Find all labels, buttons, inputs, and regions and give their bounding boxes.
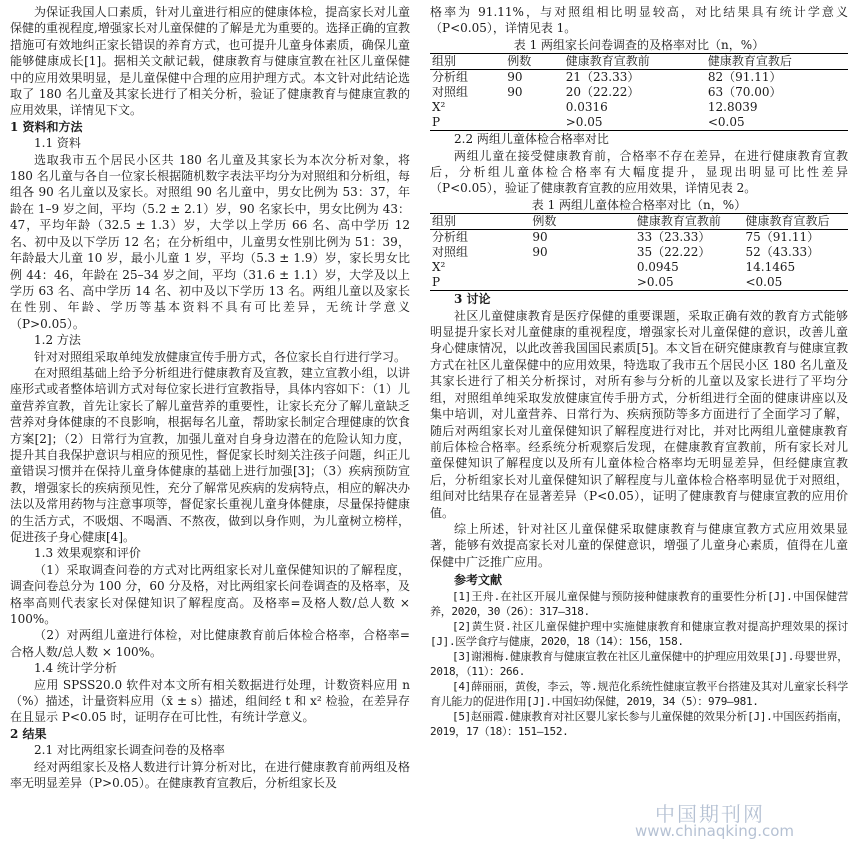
section-heading-results: 2 结果 <box>10 726 47 741</box>
results-paragraph-2-1-continued: 格率为 91.11%，与对照组相比明显较高，对比结果具有统计学意义（P<0.05），详情见表 1。 <box>430 5 848 36</box>
table1-header-cell: 健康教育宣教后 <box>706 54 848 70</box>
table2-header-cell: 例数 <box>530 214 635 230</box>
statistics-paragraph: 应用 SPSS20.0 软件对本文所有相关数据进行处理，计数资料应用 n（%）描述，计量资料应用（x̄ ± s）描述，组间经 t 和 x² 检验，在差异存在且显示 P<0.05 时，证明存在可比性，有统计学意义。 <box>10 677 410 725</box>
table1-cell <box>505 100 564 115</box>
table2-cell: 33（23.33） <box>636 230 711 245</box>
table2-cell: 52（43.33） <box>745 245 820 260</box>
table2-cell: 35（22.22） <box>636 245 711 260</box>
table1-cell: 20（22.22） <box>565 85 640 100</box>
methods-paragraph-control: 针对对照组采取单纯发放健康宣传手册方式，各位家长自行进行学习。 <box>34 349 407 364</box>
subheading-1-4: 1.4 统计学分析 <box>34 661 117 676</box>
subheading-1-3: 1.3 效果观察和评价 <box>34 546 141 561</box>
table1-cell: 82（91.11） <box>707 70 782 85</box>
table2-cell: X² <box>432 260 446 275</box>
reference-item: [2]黄生贤.社区儿童保健护理中实施健康教育和健康宣教对提高护理效果的探讨[J].医学食疗与健康，2020，18（14）：156，158. <box>430 619 848 648</box>
subheading-2-1: 2.1 对比两组家长调查问卷的及格率 <box>34 743 225 758</box>
table1-header-cell: 组别 <box>430 54 505 70</box>
results-paragraph-2-2: 两组儿童在接受健康教育前，合格率不存在差异，在进行健康教育宣教后，分析组儿童体检合格率有大幅度提升，显现出明显可比性差异（P<0.05），验证了健康教育宣教的应用效果，详情见表 2。 <box>430 148 848 196</box>
table1-row <box>430 85 848 100</box>
table2-cell: 75（91.11） <box>745 230 820 245</box>
table1-cell: 对照组 <box>432 85 469 100</box>
reference-item: [3]谢湘梅.健康教育与健康宣教在社区儿童保健中的护理应用效果[J].母婴世界，2018，（11）：266. <box>430 649 848 678</box>
left-column <box>10 4 410 792</box>
materials-paragraph: 选取我市五个居民小区共 180 名儿童及其家长为本次分析对象，将 180 名儿童与各自一位家长根据随机数字表法平均分为对照组和分析组，每组各 90 名儿童以及家长。对照组 90 名儿童中，男女比例为 53：37，年龄在 1–9 岁之间，平均（5.2 ± 2.1）岁，90 名家长中，男女比例为 43：47，平均年龄（32.5 ± 1.3）岁，大学以上学历 66 名、高中学历 12 名、初中及以下学历 12 名；在分析组中，儿童男女性别比例为 51：39，年龄最大儿童 10 岁，最小儿童 1 岁，平均（5.3 ± 1.9）岁，家长男女比例 44：46，年龄在 25–34 岁之间，平均（31.6 ± 1.1）岁，大学及以上学历 63 名、高中学历 14 名、初中及以下学历 13 名。两组儿童以及家长在性别、年龄、学历等基本资料不具有可比差异，无统计学意义（P>0.05）。 <box>10 152 410 331</box>
table1-cell: X² <box>432 100 446 115</box>
table1-cell: 0.0316 <box>565 100 608 115</box>
evaluation-paragraph-1: （1）采取调查问卷的方式对比两组家长对儿童保健知识的了解程度，调查问卷总分为 100 分，60 分及格，对比两组家长问卷调查的及格率，及格率高则代表家长对保健知识了解程度高。及格率=及格人数/总人数 × 100%。 <box>10 562 410 627</box>
table2-cell: P <box>430 275 530 291</box>
subheading-1-2: 1.2 方法 <box>34 333 81 348</box>
table2-cell: 0.0945 <box>636 260 679 275</box>
table1-header-cell: 健康教育宣教前 <box>564 54 706 70</box>
table1-cell: 63（70.00） <box>707 85 782 100</box>
table1-cell: >0.05 <box>564 115 706 131</box>
table1-cell: 90 <box>507 70 523 85</box>
table1-cell: <0.05 <box>706 115 848 131</box>
right-column <box>430 4 848 739</box>
table2-header-cell: 组别 <box>430 214 530 230</box>
table1-cell: 21（23.33） <box>565 70 640 85</box>
table2-cell: 对照组 <box>432 245 469 260</box>
table2-row <box>430 230 848 246</box>
table2-cell: 90 <box>532 245 548 260</box>
results-paragraph-2-1: 经对两组家长及格人数进行计算分析对比，在进行健康教育前两组及格率无明显差异（P>0.05）。在健康教育宣教后，分析组家长及 <box>10 759 410 791</box>
table2-header-row <box>430 214 848 230</box>
table2-cell: 14.1465 <box>745 260 796 275</box>
table1-title: 表 1 两组家长问卷调查的及格率对比（n，%） <box>513 37 765 52</box>
reference-item: [5]赵丽霞.健康教育对社区婴儿家长参与儿童保健的效果分析[J].中国医药指南，2019，17（18）：151–152. <box>430 709 848 738</box>
table2-row <box>430 245 848 260</box>
watermark-site-url: www.chinaqking.com <box>635 822 795 840</box>
table2 <box>430 213 848 291</box>
table2-header-cell: 健康教育宣教前 <box>635 214 744 230</box>
section-heading-discussion: 3 讨论 <box>454 292 491 307</box>
table1-cell: P <box>430 115 505 131</box>
reference-item: [1]王舟.在社区开展儿童保健与预防接种健康教育的重要性分析[J].中国保健营养，2020，30（26）：317–318. <box>430 589 848 618</box>
table2-cell <box>530 260 635 275</box>
discussion-paragraph-1: 社区儿童健康教育是医疗保健的重要课题，采取正确有效的教育方式能够明显提升家长对儿童健康的重视程度，增强家长对儿童保健的意识，改善儿童身心健康情况，以此改善我国国民素质[5]。本文旨在研究健康教育与健康宣教方式在社区儿童保健中的应用效果，特选取了我市五个居民小区 180 名儿童及其家长进行了相关分析探讨，对所有参与分析的儿童以及家长进行了平均分组，对照组单纯采取发放健康宣传手册方式，分析组进行全面的健康讲座以及集中培训，对儿童营养、日常行为、疾病预防等多方面进行了全面学习了解，随后对两组家长对儿童保健知识了解程度进行对比，并对比两组儿童健康教育前后体检合格率。经系统分析观察后发现，在健康教育宣教前，所有家长对儿童保健知识了解程度以及所有儿童体检合格率均无明显差异，但经健康宣教后，分析组家长对儿童保健知识了解程度与儿童体检合格率明显优于对照组，组间对比结果存在显著差异（P<0.05），证明了健康教育与健康宣教的应用价值。 <box>430 308 848 520</box>
references-title: 参考文献 <box>454 573 503 588</box>
table2-row <box>430 260 848 275</box>
table2-row <box>430 275 848 291</box>
intro-paragraph: 为保证我国人口素质，针对儿童进行相应的健康体检，提高家长对儿童保健的重视程度,增强家长对儿童保健的了解是尤为重要的。选择正确的宣教措施可有效地纠正家长错误的养育方式，也可提升儿童身体素质，确保儿童能够健康成长[1]。据相关文献记载，健康教育与健康宣教在社区儿童保健中的应用效果明显，是儿童保健中合理的应用护理方式。本文针对此结论选取了 180 名儿童及其家长进行了相关分析，验证了健康教育与健康宣教的应用效果，详情见下文。 <box>10 5 410 118</box>
discussion-paragraph-2: 综上所述，针对社区儿童保健采取健康教育与健康宣教方式应用效果显著，能够有效提高家长对儿童的保健意识，增强了儿童身心素质，值得在儿童保健中广泛推广应用。 <box>430 521 848 569</box>
table1-cell: 12.8039 <box>707 100 758 115</box>
table1-cell <box>505 115 564 131</box>
table2-header-cell: 健康教育宣教后 <box>743 214 848 230</box>
methods-paragraph-analysis: 在对照组基础上给予分析组进行健康教育及宣教，建立宣教小组，以讲座形式或者整体培训方式对每位家长进行宣教指导，具体内容如下：（1）儿童营养宣教，首先让家长了解儿童营养的重要性，让家长充分了解儿童缺乏营养对身体健康的不良影响，根据每名儿童，帮助家长制定合理健康的饮食方案[2]；（2）日常行为宣教，加强儿童对自身身边潜在的危险认知力度，提升其自我保护意识与相应的预见性，督促家长时刻关注孩子问题，纠正儿童错误习惯并在保持儿童身体健康的基础上进行加强[3]；（3）疾病预防宣教，增强家长的疾病预见性，充分了解常见疾病的发病特点，相应的解决办法以及常用药物与注意事项等，督促家长重视儿童身体健康，尽量保持健康的生活方式，不吸烟、不喝酒、不熬夜，做到以身作则，为儿童树立榜样，促进孩子身心健康[4]。 <box>10 365 410 544</box>
table2-title: 表 1 两组儿童体检合格率对比（n，%） <box>531 197 747 212</box>
subheading-2-2: 2.2 两组儿童体检合格率对比 <box>454 132 609 147</box>
table1-row <box>430 100 848 115</box>
watermark-site-name: 中国期刊网 <box>655 802 765 826</box>
section-heading-methods: 1 资料和方法 <box>10 119 83 134</box>
table2-cell: 分析组 <box>432 230 469 245</box>
subheading-1-1: 1.1 资料 <box>34 136 81 151</box>
table2-cell: >0.05 <box>635 275 744 291</box>
table2-cell <box>530 275 635 291</box>
table1-header-row <box>430 54 848 70</box>
table1 <box>430 53 848 131</box>
table2-cell: 90 <box>532 230 548 245</box>
table1-header-cell: 例数 <box>505 54 564 70</box>
reference-item: [4]薛丽丽，黄俊，李云，等.规范化系统性健康宣教平台搭建及其对儿童家长科学育儿能力的促进作用[J].中国妇幼保健，2019，34（5）：979–981. <box>430 679 848 708</box>
table1-row <box>430 115 848 131</box>
table1-cell: 分析组 <box>432 70 469 85</box>
table1-cell: 90 <box>507 85 523 100</box>
evaluation-paragraph-2: （2）对两组儿童进行体检，对比健康教育前后体检合格率，合格率=合格人数/总人数 × 100%。 <box>10 628 410 659</box>
table2-cell: <0.05 <box>743 275 848 291</box>
table1-row <box>430 70 848 86</box>
